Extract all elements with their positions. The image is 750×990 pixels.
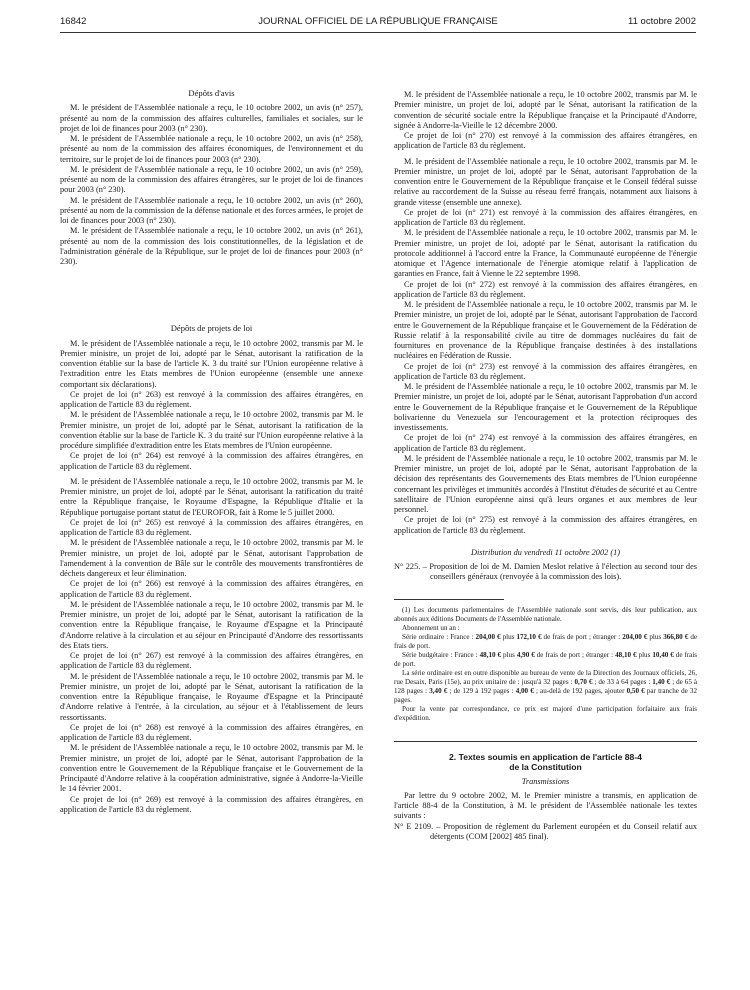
renvoi-paragraph: Ce projet de loi (n° 270) est renvoyé à la commission des affaires étrangères, en application de l'article 83 du règlement. (394, 131, 697, 151)
section2-title (394, 752, 697, 773)
projet-paragraph: M. le président de l'Assemblée nationale a reçu, le 10 octobre 2002, transmis par M. le Premier ministre, un projet de loi, adopté par le Sénat, autorisant l'approbation de la convention entre le Gouvernement de la République française et le Conseil fédéral suisse relative au raccordement de la Suisse au réseau ferré français, notamment aux liaisons à grande vitesse (ensemble une annexe). (394, 156, 697, 207)
footnote-serie-ordinaire: Série ordinaire : France : 204,00 € plus 172,10 € de frais de port ; étranger : 204,00 € plus 366,80 € de frais de port. (394, 632, 698, 650)
footnote (394, 606, 697, 723)
projet-paragraph: M. le président de l'Assemblée nationale a reçu, le 10 octobre 2002, transmis par M. le Premier ministre, un projet de loi, adopté par le Sénat, autorisant la ratification de la convention établie sur la base de l'article K. 3 du traité sur l'Union européenne relative à l'extradition entre les Etats membres de l'Union européenne (ensemble une annexe comportant six déclarations). (60, 338, 363, 389)
projet-paragraph: M. le président de l'Assemblée nationale a reçu, le 10 octobre 2002, transmis par M. le Premier ministre, un projet de loi, adopté par le Sénat, autorisant l'approbation d'un accord entre le Gouvernement de la République française et le Gouvernement de la République bolivarienne du Venezuela sur l'encouragement et la protection réciproques des investissements. (394, 382, 697, 432)
projet-paragraph: M. le président de l'Assemblée nationale a reçu, le 10 octobre 2002, transmis par M. le Premier ministre, un projet de loi, adopté par le Sénat, autorisant la ratification du protocole additionnel à l'accord entre la France, la Communauté européenne de l'énergie atomique et l'Agence internationale de l'énergie atomique relatif à l'application de garanties en France, fait à Vienne le 22 septembre 1998. (394, 228, 697, 279)
renvoi-paragraph: Ce projet de loi (n° 268) est renvoyé à la commission des affaires étrangères, en application de l'article 83 du règlement. (60, 722, 363, 742)
header-rule (60, 32, 696, 33)
page-number: 16842 (60, 16, 87, 27)
transmission-entry (394, 822, 697, 843)
renvoi-paragraph: Ce projet de loi (n° 265) est renvoyé à la commission des affaires étrangères, en application de l'article 83 du règlement. (60, 517, 363, 537)
running-header (60, 14, 696, 30)
journal-title: JOURNAL OFFICIEL DE LA RÉPUBLIQUE FRANÇAISE (258, 16, 498, 27)
projet-paragraph: M. le président de l'Assemblée nationale a reçu, le 10 octobre 2002, transmis par M. le Premier ministre, un projet de loi, adopté par le Sénat, autorisant la ratification de la convention établie sur la base de l'article K. 3 du traité sur l'Union européenne relative à la procédure simplifiée d'extradition entre les Etats membres de l'Union européenne. (60, 410, 363, 450)
footnote-serie-budgetaire: Série budgétaire : France : 48,10 € plus 4,90 € de frais de port ; étranger : 48,10 € plus 10,40 € de frais de port. (394, 650, 698, 668)
footnote-correspondance: Pour la vente par correspondance, ce prix est majoré d'une participation forfaitaire aux frais d'expédition. (394, 704, 697, 722)
projet-paragraph: M. le président de l'Assemblée nationale a reçu, le 10 octobre 2002, transmis par M. le Premier ministre, un projet de loi, adopté par le Sénat, autorisant l'approbation de la décision des représentants des Gouvernements des Etats membres de l'Union européenne concernant les privilèges et immunités accordés à l'Institut d'études de sécurité et au Centre satellitaire de l'Union européenne ainsi qu'à leurs organes et aux membres de leur personnel. (394, 453, 697, 514)
renvoi-paragraph: Ce projet de loi (n° 271) est renvoyé à la commission des affaires étrangères, en application de l'article 83 du règlement. (394, 207, 697, 227)
projet-paragraph: M. le président de l'Assemblée nationale a reçu, le 10 octobre 2002, transmis par M. le Premier ministre, un projet de loi, adopté par le Sénat, autorisant l'approbation de la convention entre le Gouvernement de la République française et le Gouvernement de la Principauté d'Andorre relative à la coopération administrative, signée à Andorre-la-Vieille le 14 février 2001. (60, 743, 363, 794)
distribution-entry: N° 225. – Proposition de loi de M. Damien Meslot relative à l'élection au second tour des conseillers généraux (renvoyée à la commission des lois). (394, 562, 697, 582)
footnote-rule (394, 599, 504, 600)
avis-paragraph: M. le président de l'Assemblée nationale a reçu, le 10 octobre 2002, un avis (n° 258), présenté au nom de la commission des affaires économiques, de l'environnement et du territoire, sur le projet de loi de finances pour 2003 (n° 230). (60, 134, 363, 164)
renvoi-paragraph: Ce projet de loi (n° 264) est renvoyé à la commission des affaires étrangères, en application de l'article 83 du règlement. (60, 451, 363, 471)
renvoi-paragraph: Ce projet de loi (n° 273) est renvoyé à la commission des affaires étrangères, en application de l'article 83 du règlement. (394, 361, 697, 381)
projet-paragraph: M. le président de l'Assemblée nationale a reçu, le 10 octobre 2002, transmis par M. le Premier ministre, un projet de loi, adopté par le Sénat, autorisant la ratification de la convention entre la République française, le Royaume d'Espagne et la Principauté d'Andorre relative à la circulation et au séjour en Principauté d'Andorre des ressortissants des Etats tiers. (60, 599, 363, 650)
renvoi-paragraph: Ce projet de loi (n° 274) est renvoyé à la commission des affaires étrangères, en application de l'article 83 du règlement. (394, 433, 697, 453)
projet-paragraph: M. le président de l'Assemblée nationale a reçu, le 10 octobre 2002, transmis par M. le Premier ministre, un projet de loi, adopté par le Sénat, autorisant l'approbation de l'accord entre le Gouvernement de la République française et le Gouvernement de la Fédération de Russie relatif à la responsabilité civile au titre de dommages nucléaires du fait de fournitures en provenance de la République française destinées à des installations nucléaires en Fédération de Russie. (394, 300, 697, 361)
footnote-abonnement: Abonnement un an : (402, 623, 460, 632)
transmission-entry-text: N° E 2109. – Proposition de règlement du Parlement européen et du Conseil relatif aux détergents (COM [2002] 485 final). (394, 821, 697, 841)
projet-paragraph: M. le président de l'Assemblée nationale a reçu, le 10 octobre 2002, transmis par M. le Premier ministre, un projet de loi, adopté par le Sénat, autorisant la ratification du traité entre la République française, le Royaume d'Espagne, la République d'Italie et la République portugaise portant statut de l'EUROFOR, fait à Rome le 5 juillet 2000. (60, 476, 363, 517)
renvoi-paragraph: Ce projet de loi (n° 263) est renvoyé à la commission des affaires étrangères, en application de l'article 83 du règlement. (60, 389, 363, 409)
renvoi-paragraph: Ce projet de loi (n° 266) est renvoyé à la commission des affaires étrangères, en application de l'article 83 du règlement. (60, 579, 363, 599)
renvoi-paragraph: Ce projet de loi (n° 272) est renvoyé à la commission des affaires étrangères, en application de l'article 83 du règlement. (394, 279, 697, 299)
renvoi-paragraph: Ce projet de loi (n° 267) est renvoyé à la commission des affaires étrangères, en application de l'article 83 du règlement. (60, 651, 363, 671)
renvoi-paragraph: Ce projet de loi (n° 275) est renvoyé à la commission des affaires étrangères, en application de l'article 83 du règlement. (394, 515, 697, 535)
avis-paragraph: M. le président de l'Assemblée nationale a reçu, le 10 octobre 2002, un avis (n° 259), présenté au nom de la commission des affaires étrangères, sur le projet de loi de finances pour 2003 (n° 230). (60, 164, 363, 195)
issue-date: 11 octobre 2002 (628, 16, 696, 27)
distribution-title: Distribution du vendredi 11 octobre 2002 (1) (470, 547, 620, 557)
transmissions-intro: Par lettre du 9 octobre 2002, M. le Premier ministre a transmis, en application de l'article 88-4 de la Constitution, à M. le président de l'Assemblée nationale les textes suivants : (394, 790, 697, 821)
section-title-depots-avis: Dépôts d'avis (188, 88, 235, 98)
distribution-item (394, 562, 697, 583)
projet-paragraph: M. le président de l'Assemblée nationale a reçu, le 10 octobre 2002, transmis par M. le Premier ministre, un projet de loi, adopté par le Sénat, autorisant l'approbation de l'amendement à la convention de Bâle sur le contrôle des mouvements transfrontières de déchets dangereux et leur élimination. (60, 538, 363, 578)
section-separator (394, 741, 697, 742)
avis-paragraph: M. le président de l'Assemblée nationale a reçu, le 10 octobre 2002, un avis (n° 261), présenté au nom de la commission des lois constitutionnelles, de la législation et de l'administration générale de la République, sur le projet de loi de finances pour 2003 (n° 230). (60, 226, 363, 266)
footnote-vente: La série ordinaire est en outre disponible au bureau de vente de la Direction des Journaux officiels, 26, rue Desaix, Paris (15e), au prix unitaire de : jusqu'à 32 pages : 0,70 € ; de 33 à 64 pages : 1,40 € ; de 65 à 128 pages : 3,40 € ; de 129 à 192 pages : 4,00 € ; au-delà de 192 pages, ajouter 0,50 € par tranche de 32 pages. (394, 668, 698, 704)
section2-title-line: 2. Textes soumis en application de l'article 88-4 (449, 751, 642, 762)
left-column (60, 88, 363, 815)
section-title-depots-projets: Dépôts de projets de loi (170, 323, 253, 334)
section2-title-line: de la Constitution (509, 762, 582, 772)
right-column (394, 90, 697, 842)
avis-paragraph: M. le président de l'Assemblée nationale a reçu, le 10 octobre 2002, un avis (n° 260), présenté au nom de la commission de la défense nationale et des forces armées, le projet de loi de finances pour 2003 (n° 230). (60, 195, 363, 225)
renvoi-paragraph: Ce projet de loi (n° 269) est renvoyé à la commission des affaires étrangères, en application de l'article 83 du règlement. (60, 794, 363, 814)
transmissions-title: Transmissions (521, 776, 570, 786)
projet-paragraph: M. le président de l'Assemblée nationale a reçu, le 10 octobre 2002, transmis par M. le Premier ministre, un projet de loi, adopté par le Sénat, autorisant la ratification de la convention de sécurité sociale entre la République française et la Principauté d'Andorre, signée à Andorre-la-Vieille le 12 décembre 2000. (394, 90, 697, 130)
projet-paragraph: M. le président de l'Assemblée nationale a reçu, le 10 octobre 2002, transmis par M. le Premier ministre, un projet de loi, adopté par le Sénat, autorisant la ratification de la convention entre la République française, le Royaume d'Espagne et la Principauté d'Andorre relative à l'entrée, à la circulation, au séjour et à l'établissement de leurs ressortissants. (60, 671, 363, 722)
footnote-intro: (1) Les documents parlementaires de l'Assemblée nationale sont servis, dès leur publication, aux abonnés aux éditions Documents de l'Assemblée nationale. (394, 605, 697, 623)
avis-paragraph: M. le président de l'Assemblée nationale a reçu, le 10 octobre 2002, un avis (n° 257), présenté au nom de la commission des affaires culturelles, familiales et sociales, sur le projet de loi de finances pour 2003 (n° 230). (60, 103, 363, 133)
